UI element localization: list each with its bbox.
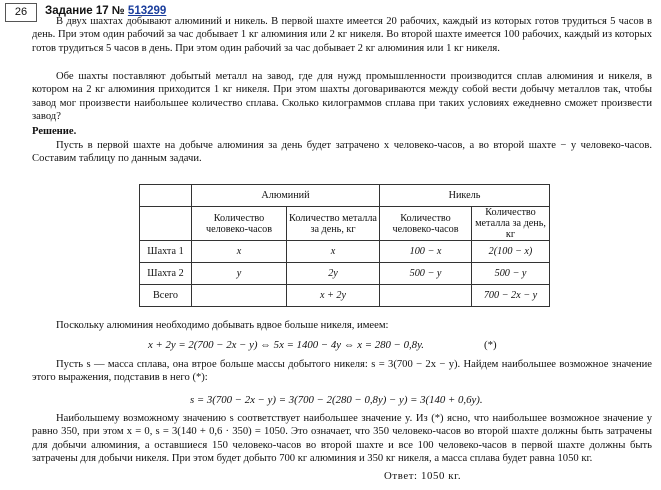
table-row-label: Шахта 1 bbox=[140, 241, 192, 263]
table-cell: 100 − x bbox=[380, 241, 472, 263]
table-row bbox=[140, 285, 550, 307]
table-corner-cell bbox=[140, 185, 192, 207]
formula-1: x + 2y = 2(700 − 2x − y) ⇔ 5x = 1400 − 4y ⇔ x = 280 − 0,8y. bbox=[148, 339, 424, 351]
answer: Ответ: 1050 кг. bbox=[384, 470, 462, 482]
after-table-text: Поскольку алюминия необходимо добывать вдвое больше никеля, имеем: bbox=[56, 320, 389, 331]
table-empty-cell bbox=[140, 207, 192, 241]
table-group-header-row bbox=[140, 185, 550, 207]
table-cell: x bbox=[287, 241, 380, 263]
table-sub-header: Количество человеко-часов bbox=[380, 207, 472, 241]
table-sub-header: Количество человеко-часов bbox=[192, 207, 287, 241]
task-number-box: 26 bbox=[5, 3, 37, 22]
solution-heading: Решение. bbox=[32, 126, 77, 137]
table-cell bbox=[192, 285, 287, 307]
table-cell: 2y bbox=[287, 263, 380, 285]
task-title-prefix: Задание 17 № bbox=[45, 5, 125, 17]
formula-2: s = 3(700 − 2x − y) = 3(700 − 2(280 − 0,8y) − y) = 3(140 + 0,6y). bbox=[190, 394, 483, 406]
table-cell: 2(100 − x) bbox=[472, 241, 550, 263]
table-cell: 500 − y bbox=[380, 263, 472, 285]
table-cell: x + 2y bbox=[287, 285, 380, 307]
table-row bbox=[140, 263, 550, 285]
table-sub-header: Количество металла за день, кг bbox=[472, 207, 550, 241]
table-sub-header: Количество металла за день, кг bbox=[287, 207, 380, 241]
task-id-link[interactable]: 513299 bbox=[127, 5, 167, 17]
table-row bbox=[140, 241, 550, 263]
table-cell: y bbox=[192, 263, 287, 285]
table-cell: 500 − y bbox=[472, 263, 550, 285]
conclusion-text: Наибольшему возможному значению s соответствует наибольшее значение y. Из (*) ясно, что наибольшее возможное значение y равно 350, при этом x = 0, s = 3(140 + 0,6 · 350) = 1050. Это означает, что 350 человеко-часов во второй шахте должны быть затрачены для добычи алюминия, а оставшиеся 150 человеко-часов во второй шахте и все 100 человеко-часов в первой шахте должны быть затрачены для добычи никеля. При этом будет добыто 700 кг алюминия и 350 кг никеля, а масса сплава будет равна 1050 кг. bbox=[32, 413, 652, 465]
table-row-label: Шахта 2 bbox=[140, 263, 192, 285]
condition-paragraph-1: В двух шахтах добывают алюминий и никель. В первой шахте имеется 20 рабочих, каждый из которых готов трудиться 5 часов в день. При этом один рабочий за час добывает 1 кг алюминия или 2 кг никеля. Во второй шахте имеется 100 рабочих, каждый из которых готов трудиться 5 часов в день. При этом один рабочий за час добывает 2 кг алюминия или 1 кг никеля. bbox=[32, 16, 652, 54]
table-cell bbox=[380, 285, 472, 307]
table-cell: 700 − 2x − y bbox=[472, 285, 550, 307]
data-table bbox=[139, 184, 550, 307]
solution-intro: Пусть в первой шахте на добыче алюминия за день будет затрачено x человеко-часов, а во второй шахте − y человеко-часов. Составим таблицу по данным задачи. bbox=[32, 140, 652, 165]
condition-paragraph-2: Обе шахты поставляют добытый металл на завод, где для нужд промышленности производится сплав алюминия и никеля, в котором на 2 кг алюминия приходится 1 кг никеля. При этом шахты договариваются между собой вести добычу металлов так, чтобы завод мог произвести наибольшее количество сплава. Сколько килограммов сплава при таких условиях ежедневно сможет произвести завод? bbox=[32, 71, 652, 123]
formula-1-mark: (*) bbox=[484, 339, 497, 351]
table-cell: x bbox=[192, 241, 287, 263]
mass-text: Пусть s — масса сплава, она втрое больше массы добытого никеля: s = 3(700 − 2x − y). Найдем наибольшее возможное значение этого выражения, подставив в него (*): bbox=[32, 359, 652, 384]
table-sub-header-row bbox=[140, 207, 550, 241]
table-group-header: Никель bbox=[380, 185, 550, 207]
table-group-header: Алюминий bbox=[192, 185, 380, 207]
table-row-label: Всего bbox=[140, 285, 192, 307]
